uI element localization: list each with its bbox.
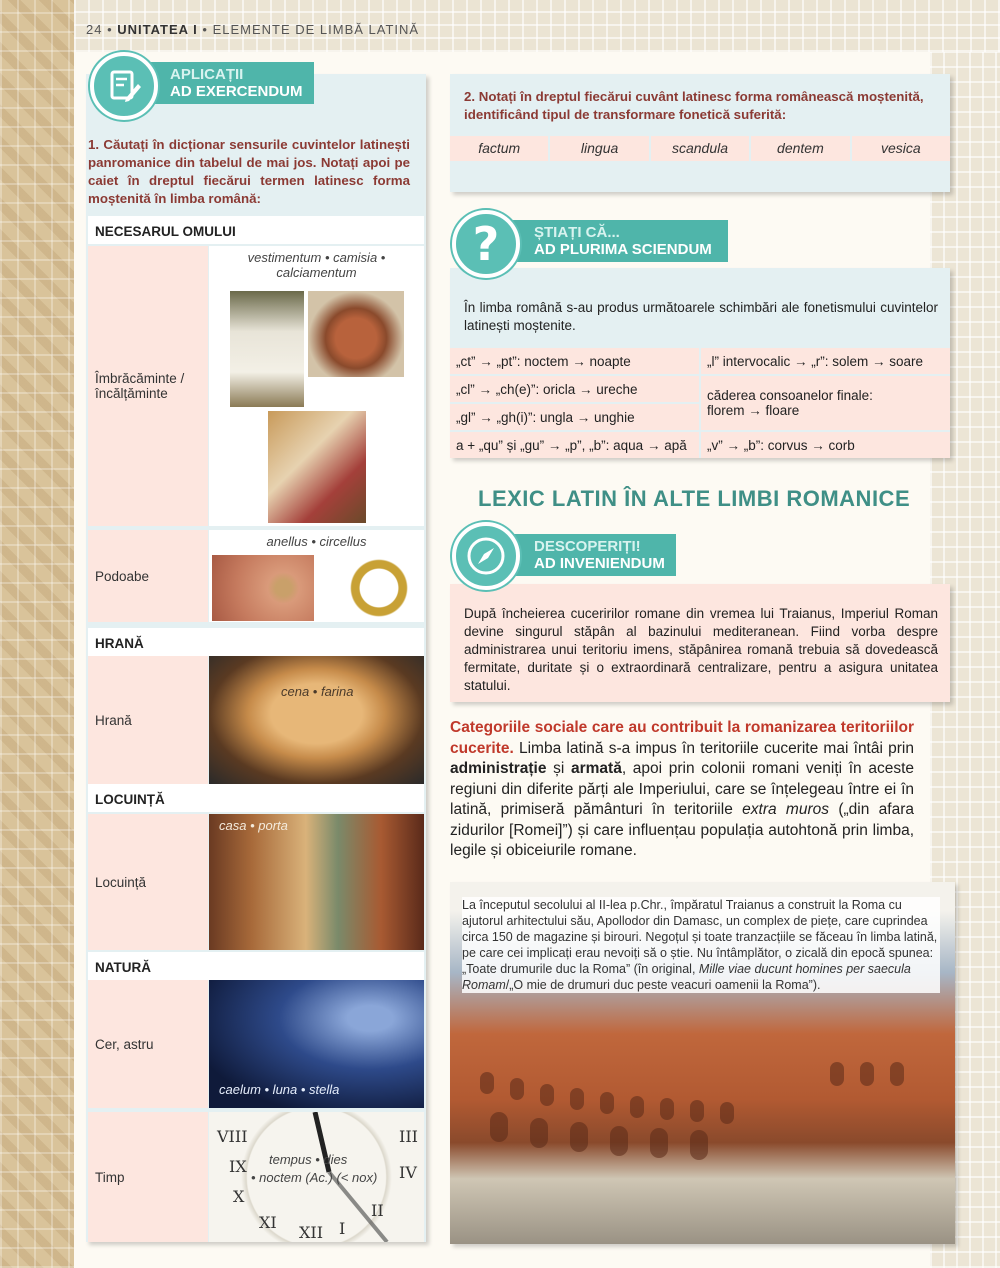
latin-words-time-1: tempus • dies [269,1152,348,1167]
answer-cell [651,163,749,188]
svg-text:VIII: VIII [217,1127,248,1146]
question-mark-icon: ? [452,210,520,278]
row-label-jewelry-text: Podoabe [95,568,150,584]
section-hrana: HRANĂ [88,628,424,656]
mosaic-border-left [0,0,74,1268]
rule-text: „gl” → „gh(i)”: ungla → unghie [456,409,635,425]
badge-line1: ȘTIAȚI CĂ... [534,224,620,241]
phonetic-rule [450,432,699,458]
notepad-pencil-icon [90,52,158,120]
word-cell: factum [450,136,548,161]
word-cell: vesica [852,136,950,161]
latin-words-house: casa • porta [219,818,288,833]
phonetic-rule [450,376,699,402]
latin-words-sky: caelum • luna • stella [219,1082,340,1097]
latin-words-time-2: • noctem (Ac.) (< nox) [251,1170,378,1185]
rule-text: „l” intervocalic → „r”: solem → soare [707,353,924,369]
paragraph-heading: Categoriile sociale care au contribuit la romanizarea teritoriilor cucerite. [450,719,914,757]
paragraph-text: și [546,760,571,777]
badge-line2: AD PLURIMA SCIENDUM [534,241,712,258]
sandals-photo [307,290,405,378]
answer-cell [450,163,548,188]
latin-words-jewelry: anellus • circellus [266,534,367,549]
row-label-clothing [88,246,208,526]
answer-cell [751,163,849,188]
answer-cell [550,163,648,188]
paragraph-text: , apoi prin colonii romani veniți în aceste regiuni din diferite părți ale Imperiului, care se înțelegeau între ei în latină, primiseră pământuri în teritoriile [450,760,914,818]
unit-title: UNITATEA I [117,22,198,37]
latin-words-clothing: vestimentum • camisia • calciamentum [247,250,386,280]
caption-text: La începutul secolului al II-lea p.Chr., împăratul Traianus a construit la Roma cu ajutorul arhitectului său, Apollodor din Damasc, un complex de piețe, care cuprindea circa 150 de magazine și birouri. Negoțul și toate tranzacțiile se făceau în limba latină, pe care cei implicați erau nevoiți să o știe. Nu întâmplător, o zicală din epocă spunea: „Toate drumurile duc la Roma” (în original, [462,898,938,976]
roman-women-painting [267,410,367,524]
photo-caption [462,897,940,993]
latin-words-food: cena • farina [281,684,354,699]
paragraph-bold: administrație [450,760,547,777]
answer-cell [852,163,950,188]
svg-text:IV: IV [399,1163,417,1182]
row-label-clothing-text: Îmbrăcăminte / încălțăminte [95,371,185,401]
row-label-food-text: Hrană [95,712,132,728]
row-content-jewelry [209,530,424,622]
romanization-paragraph [450,718,914,862]
phonetic-rule [450,404,699,430]
roman-fresco-photo [209,814,424,950]
row-label-jewelry [88,530,208,622]
svg-text:IX: IX [229,1157,247,1176]
phonetic-rule [701,348,950,374]
badge-descoperiti [504,534,676,576]
section-natura: NATURĂ [88,952,424,980]
row-label-food [88,656,208,784]
task-1-instruction: 1. Căutați în dicționar sensurile cuvintelor latinești panromanice din tabelul de mai jos. Notați apoi pe caiet în dreptul fiecărui termen latinesc forma moștenită în limba română: [88,137,410,206]
word-cell: dentem [751,136,849,161]
laurel-wreath-photo [339,556,419,620]
rule-text: „cl” → „ch(e)”: oricla → ureche [456,381,638,397]
svg-text:III: III [399,1127,418,1146]
phonetic-rule [701,432,950,458]
paragraph-text: („din afara zidurilor [Romei]”) și care influențau populația autohtonă prin limba, legile și obiceiurile romane. [450,801,914,859]
compass-icon [452,522,520,590]
rule-text: florem → floare [707,403,800,418]
svg-text:II: II [371,1201,384,1220]
svg-text:I: I [339,1219,346,1238]
section-necesarul-omului: NECESARUL OMULUI [88,216,424,244]
stiati-text: În limba română s-au produs următoarele schimbări ale fonetismului cuvintelor latinești moștenite. [464,300,938,333]
svg-text:XII: XII [299,1223,324,1242]
phonetic-rule [450,348,699,374]
caption-text: /„O mie de drumuri duc peste veacuri oamenii la Roma”). [505,978,821,992]
phonetic-rule [701,376,950,430]
badge-line2: AD EXERCENDUM [170,83,303,100]
row-content-clothing [209,246,424,526]
colosseum-night-photo [209,980,424,1108]
arches-drawing [450,1032,955,1172]
word-cell: lingua [550,136,648,161]
badge-line2: AD INVENIENDUM [534,555,665,572]
section-title: LEXIC LATIN ÎN ALTE LIMBI ROMANICE [478,486,911,511]
svg-text:X: X [233,1187,245,1206]
word-cell: scandula [651,136,749,161]
caption-italic: Mille viae ducunt homines per saecula Romam [462,962,911,992]
row-label-time [88,1112,208,1242]
ring-photo [211,554,315,622]
row-label-time-text: Timp [95,1169,125,1185]
row-label-sky [88,980,208,1108]
toga-photo [229,290,305,408]
badge-stiati [504,220,728,262]
sundial-photo [209,1112,424,1242]
paragraph-italic: extra muros [742,801,829,818]
row-label-house-text: Locuință [95,874,147,890]
row-label-sky-text: Cer, astru [95,1036,154,1052]
rule-text: „v” → „b”: corvus → corb [707,437,855,453]
unit-subtitle: ELEMENTE DE LIMBĂ LATINĂ [212,22,420,37]
row-label-house [88,814,208,950]
page-number: 24 [86,22,103,37]
badge-line1: APLICAȚII [170,66,244,83]
badge-line1: DESCOPERIȚI! [534,538,641,555]
task-2-instruction: 2. Notați în dreptul fiecărui cuvânt latinesc forma românească moștenită, identificând tipul de transformare fonetică suferită: [464,89,924,122]
paragraph-bold: armată [571,760,622,777]
rule-text: a + „qu” și „gu” → „p”, „b”: aqua → apă [456,437,687,453]
descoperiti-text: După încheierea cuceririlor romane din vremea lui Traianus, Imperiul Roman devine singurul stăpân al bazinului mediteranean. Fiind vorba despre administrarea unui teritoriu imens, stăpânirea romană trebuia să dovedească fermitate, duritate și o extraordinară centralizare, pentru a asigura unitatea statului. [464,606,938,693]
words-table [450,136,950,188]
rule-text: căderea consoanelor finale: [707,388,873,403]
page-header: 24 • UNITATEA I • ELEMENTE DE LIMBĂ LATINĂ [86,22,420,37]
section-locuinta: LOCUINȚĂ [88,784,424,812]
badge-exercendum [140,62,314,104]
paragraph-text: Limba latină s-a impus în teritoriile cucerite mai întâi prin [513,739,914,757]
svg-text:XI: XI [259,1213,277,1232]
rule-text: „ct” → „pt”: noctem → noapte [456,353,631,369]
bread-photo [209,656,424,784]
